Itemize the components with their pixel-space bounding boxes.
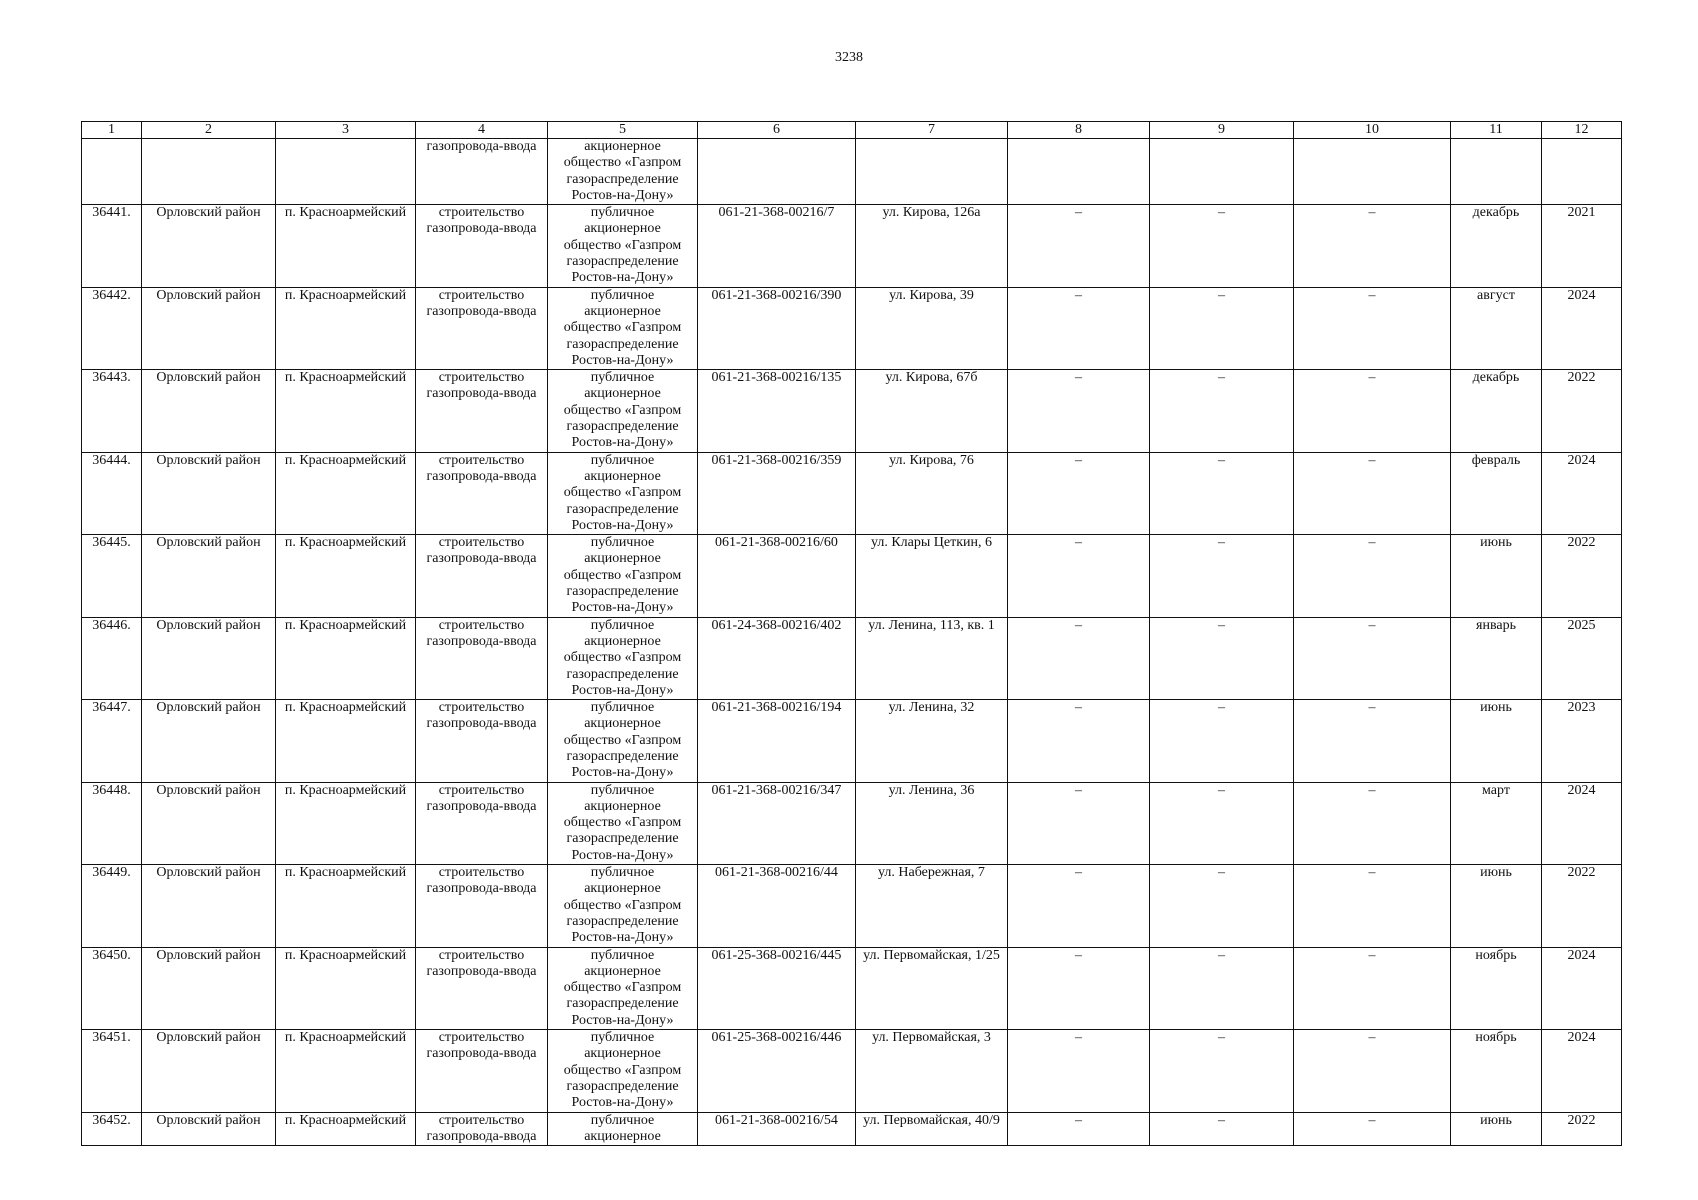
work-type-line: газопровода-ввода	[426, 551, 537, 567]
year-cell: 2024	[1542, 782, 1622, 864]
empty-cell	[142, 139, 276, 205]
organization-cell	[548, 287, 698, 369]
permit-code-cell: 061-21-368-00216/7	[698, 205, 856, 287]
organization-line: общество «Газпром	[563, 815, 682, 831]
work-type-cell	[416, 1112, 548, 1146]
column-header: 5	[548, 122, 698, 139]
organization-line: общество «Газпром	[563, 155, 682, 171]
organization-line: публичное	[590, 370, 655, 386]
month-cell: февраль	[1451, 452, 1542, 534]
settlement-cell: п. Красноармейский	[276, 1030, 416, 1112]
organization-line: акционерное	[584, 386, 661, 402]
column-9-cell: –	[1150, 205, 1294, 287]
organization-line: общество «Газпром	[563, 485, 682, 501]
work-type-line: газопровода-ввода	[426, 633, 537, 649]
address-cell: ул. Клары Цеткин, 6	[856, 535, 1008, 617]
organization-line: газораспределение	[566, 584, 679, 600]
address-cell: ул. Ленина, 32	[856, 700, 1008, 782]
month-cell: июнь	[1451, 865, 1542, 947]
column-9-cell: –	[1150, 370, 1294, 452]
organization-line: публичное	[590, 617, 655, 633]
table-row	[82, 782, 1622, 864]
work-type-cell	[416, 287, 548, 369]
organization-line: Ростов-на-Дону»	[571, 765, 674, 781]
work-type-cell	[416, 205, 548, 287]
column-10-cell: –	[1294, 947, 1451, 1029]
organization-line: публичное	[590, 1030, 655, 1046]
month-cell: июнь	[1451, 700, 1542, 782]
organization-line: общество «Газпром	[563, 402, 682, 418]
organization-line: публичное	[590, 1112, 655, 1128]
column-8-cell: –	[1008, 370, 1150, 452]
district-cell: Орловский район	[142, 1112, 276, 1146]
address-cell: ул. Кирова, 39	[856, 287, 1008, 369]
month-cell: ноябрь	[1451, 1030, 1542, 1112]
organization-line: акционерное	[584, 1046, 661, 1062]
organization-line: газораспределение	[566, 501, 679, 517]
organization-line: Ростов-на-Дону»	[571, 517, 674, 533]
column-10-cell: –	[1294, 535, 1451, 617]
row-number-cell: 36442.	[82, 287, 142, 369]
organization-cell	[548, 700, 698, 782]
organization-line: Ростов-на-Дону»	[571, 600, 674, 616]
work-type-line: строительство	[438, 535, 525, 551]
column-10-cell: –	[1294, 205, 1451, 287]
work-type-cell	[416, 370, 548, 452]
organization-line: общество «Газпром	[563, 567, 682, 583]
column-header: 12	[1542, 122, 1622, 139]
column-10-cell: –	[1294, 782, 1451, 864]
organization-line: Ростов-на-Дону»	[571, 930, 674, 946]
organization-line: Ростов-на-Дону»	[571, 270, 674, 286]
organization-line: Ростов-на-Дону»	[571, 1012, 674, 1028]
organization-line: акционерное	[584, 1128, 661, 1144]
column-8-cell: –	[1008, 535, 1150, 617]
settlement-cell: п. Красноармейский	[276, 370, 416, 452]
permit-code-cell: 061-21-368-00216/44	[698, 865, 856, 947]
empty-cell	[856, 139, 1008, 205]
organization-line: общество «Газпром	[563, 320, 682, 336]
settlement-cell: п. Красноармейский	[276, 700, 416, 782]
organization-line: общество «Газпром	[563, 1062, 682, 1078]
organization-cell	[548, 205, 698, 287]
work-type-cell	[416, 535, 548, 617]
settlement-cell: п. Красноармейский	[276, 782, 416, 864]
row-number-cell: 36441.	[82, 205, 142, 287]
column-8-cell: –	[1008, 865, 1150, 947]
month-cell: декабрь	[1451, 370, 1542, 452]
district-cell: Орловский район	[142, 452, 276, 534]
year-cell: 2024	[1542, 947, 1622, 1029]
column-8-cell: –	[1008, 947, 1150, 1029]
work-type-line: строительство	[438, 1112, 525, 1128]
column-header: 2	[142, 122, 276, 139]
permit-code-cell: 061-21-368-00216/60	[698, 535, 856, 617]
empty-cell	[276, 139, 416, 205]
year-cell: 2022	[1542, 535, 1622, 617]
table-row	[82, 535, 1622, 617]
column-header: 6	[698, 122, 856, 139]
column-8-cell: –	[1008, 617, 1150, 699]
year-cell: 2022	[1542, 370, 1622, 452]
organization-line: акционерное	[584, 139, 661, 154]
column-header: 3	[276, 122, 416, 139]
address-cell: ул. Первомайская, 40/9	[856, 1112, 1008, 1146]
column-9-cell: –	[1150, 947, 1294, 1029]
column-8-cell: –	[1008, 700, 1150, 782]
organization-line: акционерное	[584, 468, 661, 484]
month-cell: июнь	[1451, 1112, 1542, 1146]
settlement-cell: п. Красноармейский	[276, 452, 416, 534]
organization-cell	[548, 1030, 698, 1112]
organization-line: публичное	[590, 452, 655, 468]
settlement-cell: п. Красноармейский	[276, 287, 416, 369]
work-type-cell: газопровода-ввода	[416, 139, 548, 205]
column-8-cell: –	[1008, 1030, 1150, 1112]
address-cell: ул. Ленина, 113, кв. 1	[856, 617, 1008, 699]
work-type-line: газопровода-ввода	[426, 716, 537, 732]
work-type-line: газопровода-ввода	[426, 963, 537, 979]
work-type-cell	[416, 865, 548, 947]
work-type-line: газопровода-ввода	[426, 1046, 537, 1062]
table-row	[82, 947, 1622, 1029]
month-cell: ноябрь	[1451, 947, 1542, 1029]
month-cell: декабрь	[1451, 205, 1542, 287]
month-cell: март	[1451, 782, 1542, 864]
column-9-cell: –	[1150, 865, 1294, 947]
empty-cell	[82, 139, 142, 205]
organization-line: публичное	[590, 947, 655, 963]
district-cell: Орловский район	[142, 865, 276, 947]
permit-code-cell: 061-25-368-00216/446	[698, 1030, 856, 1112]
organization-line: Ростов-на-Дону»	[571, 435, 674, 451]
organization-line: общество «Газпром	[563, 897, 682, 913]
column-9-cell: –	[1150, 782, 1294, 864]
page-number: 3238	[835, 50, 863, 65]
district-cell: Орловский район	[142, 535, 276, 617]
column-9-cell: –	[1150, 700, 1294, 782]
organization-cell	[548, 452, 698, 534]
settlement-cell: п. Красноармейский	[276, 947, 416, 1029]
organization-line: Ростов-на-Дону»	[571, 187, 674, 203]
address-cell: ул. Кирова, 76	[856, 452, 1008, 534]
address-cell: ул. Первомайская, 3	[856, 1030, 1008, 1112]
column-10-cell: –	[1294, 617, 1451, 699]
organization-line: акционерное	[584, 963, 661, 979]
organization-line: Ростов-на-Дону»	[571, 847, 674, 863]
work-type-cell	[416, 782, 548, 864]
column-header: 8	[1008, 122, 1150, 139]
organization-line: публичное	[590, 865, 655, 881]
settlement-cell: п. Красноармейский	[276, 1112, 416, 1146]
organization-cell	[548, 1112, 698, 1146]
column-9-cell: –	[1150, 617, 1294, 699]
table-row	[82, 205, 1622, 287]
organization-line: акционерное	[584, 716, 661, 732]
work-type-cell	[416, 700, 548, 782]
permit-code-cell: 061-21-368-00216/390	[698, 287, 856, 369]
year-cell: 2022	[1542, 1112, 1622, 1146]
district-cell: Орловский район	[142, 617, 276, 699]
table-row	[82, 1030, 1622, 1112]
address-cell: ул. Ленина, 36	[856, 782, 1008, 864]
organization-line: акционерное	[584, 881, 661, 897]
row-number-cell: 36445.	[82, 535, 142, 617]
district-cell: Орловский район	[142, 205, 276, 287]
organization-line: газораспределение	[566, 666, 679, 682]
work-type-line: газопровода-ввода	[426, 221, 537, 237]
column-10-cell: –	[1294, 370, 1451, 452]
work-type-line: строительство	[438, 947, 525, 963]
column-10-cell: –	[1294, 865, 1451, 947]
permit-code-cell: 061-21-368-00216/194	[698, 700, 856, 782]
registry-table	[81, 121, 1622, 1146]
empty-cell	[1008, 139, 1150, 205]
column-10-cell: –	[1294, 700, 1451, 782]
district-cell: Орловский район	[142, 947, 276, 1029]
empty-cell	[1294, 139, 1451, 205]
table-row	[82, 700, 1622, 782]
year-cell: 2022	[1542, 865, 1622, 947]
row-number-cell: 36452.	[82, 1112, 142, 1146]
work-type-line: газопровода-ввода	[426, 798, 537, 814]
column-header: 9	[1150, 122, 1294, 139]
table-row	[82, 370, 1622, 452]
organization-line: газораспределение	[566, 336, 679, 352]
table-body	[82, 122, 1622, 1146]
organization-line: газораспределение	[566, 996, 679, 1012]
row-number-cell: 36451.	[82, 1030, 142, 1112]
organization-line: акционерное	[584, 551, 661, 567]
table-row	[82, 865, 1622, 947]
district-cell: Орловский район	[142, 700, 276, 782]
address-cell: ул. Набережная, 7	[856, 865, 1008, 947]
column-9-cell: –	[1150, 452, 1294, 534]
organization-cell	[548, 865, 698, 947]
row-number-cell: 36450.	[82, 947, 142, 1029]
year-cell: 2024	[1542, 452, 1622, 534]
work-type-line: строительство	[438, 205, 525, 221]
organization-line: Ростов-на-Дону»	[571, 1095, 674, 1111]
organization-line: газораспределение	[566, 419, 679, 435]
column-9-cell: –	[1150, 1112, 1294, 1146]
permit-code-cell: 061-21-368-00216/135	[698, 370, 856, 452]
permit-code-cell: 061-21-368-00216/347	[698, 782, 856, 864]
work-type-line: строительство	[438, 700, 525, 716]
work-type-line: строительство	[438, 617, 525, 633]
work-type-line: строительство	[438, 287, 525, 303]
organization-cell	[548, 947, 698, 1029]
work-type-cell	[416, 452, 548, 534]
organization-line: публичное	[590, 700, 655, 716]
column-8-cell: –	[1008, 452, 1150, 534]
organization-cell	[548, 370, 698, 452]
organization-line: акционерное	[584, 798, 661, 814]
organization-line: публичное	[590, 535, 655, 551]
work-type-line: строительство	[438, 865, 525, 881]
month-cell: июнь	[1451, 535, 1542, 617]
table-row	[82, 617, 1622, 699]
work-type-line: строительство	[438, 782, 525, 798]
organization-line: газораспределение	[566, 748, 679, 764]
column-8-cell: –	[1008, 287, 1150, 369]
work-type-line: газопровода-ввода	[426, 1128, 537, 1144]
column-header: 10	[1294, 122, 1451, 139]
table-row	[82, 452, 1622, 534]
work-type-cell	[416, 1030, 548, 1112]
column-header: 11	[1451, 122, 1542, 139]
district-cell: Орловский район	[142, 287, 276, 369]
column-9-cell: –	[1150, 535, 1294, 617]
permit-code-cell: 061-21-368-00216/359	[698, 452, 856, 534]
empty-cell	[1542, 139, 1622, 205]
organization-line: публичное	[590, 287, 655, 303]
year-cell: 2024	[1542, 1030, 1622, 1112]
work-type-line: строительство	[438, 1030, 525, 1046]
organization-line: акционерное	[584, 633, 661, 649]
column-9-cell: –	[1150, 287, 1294, 369]
column-10-cell: –	[1294, 287, 1451, 369]
settlement-cell: п. Красноармейский	[276, 617, 416, 699]
row-number-cell: 36449.	[82, 865, 142, 947]
organization-cell	[548, 782, 698, 864]
settlement-cell: п. Красноармейский	[276, 535, 416, 617]
column-header: 4	[416, 122, 548, 139]
organization-line: газораспределение	[566, 831, 679, 847]
year-cell: 2025	[1542, 617, 1622, 699]
table-row	[82, 1112, 1622, 1146]
work-type-cell	[416, 947, 548, 1029]
organization-cell	[548, 617, 698, 699]
year-cell: 2024	[1542, 287, 1622, 369]
row-number-cell: 36444.	[82, 452, 142, 534]
settlement-cell: п. Красноармейский	[276, 205, 416, 287]
column-10-cell: –	[1294, 1112, 1451, 1146]
organization-cell	[548, 139, 698, 205]
organization-line: Ростов-на-Дону»	[571, 682, 674, 698]
district-cell: Орловский район	[142, 782, 276, 864]
empty-cell	[698, 139, 856, 205]
continuation-row	[82, 139, 1622, 205]
organization-line: газораспределение	[566, 254, 679, 270]
column-10-cell: –	[1294, 452, 1451, 534]
permit-code-cell: 061-21-368-00216/54	[698, 1112, 856, 1146]
month-cell: август	[1451, 287, 1542, 369]
organization-line: акционерное	[584, 303, 661, 319]
row-number-cell: 36447.	[82, 700, 142, 782]
column-header: 7	[856, 122, 1008, 139]
district-cell: Орловский район	[142, 370, 276, 452]
table-row	[82, 287, 1622, 369]
district-cell: Орловский район	[142, 1030, 276, 1112]
row-number-cell: 36446.	[82, 617, 142, 699]
column-10-cell: –	[1294, 1030, 1451, 1112]
organization-line: газораспределение	[566, 1078, 679, 1094]
work-type-line: газопровода-ввода	[426, 303, 537, 319]
organization-line: Ростов-на-Дону»	[571, 352, 674, 368]
work-type-line: газопровода-ввода	[426, 468, 537, 484]
row-number-cell: 36448.	[82, 782, 142, 864]
address-cell: ул. Кирова, 126а	[856, 205, 1008, 287]
permit-code-cell: 061-25-368-00216/445	[698, 947, 856, 1029]
organization-cell	[548, 535, 698, 617]
work-type-line: газопровода-ввода	[426, 881, 537, 897]
address-cell: ул. Первомайская, 1/25	[856, 947, 1008, 1029]
column-8-cell: –	[1008, 205, 1150, 287]
work-type-line: газопровода-ввода	[426, 386, 537, 402]
settlement-cell: п. Красноармейский	[276, 865, 416, 947]
organization-line: публичное	[590, 205, 655, 221]
organization-line: общество «Газпром	[563, 980, 682, 996]
organization-line: акционерное	[584, 221, 661, 237]
year-cell: 2023	[1542, 700, 1622, 782]
address-cell: ул. Кирова, 67б	[856, 370, 1008, 452]
column-8-cell: –	[1008, 782, 1150, 864]
work-type-cell	[416, 617, 548, 699]
year-cell: 2021	[1542, 205, 1622, 287]
organization-line: общество «Газпром	[563, 650, 682, 666]
organization-line: газораспределение	[566, 171, 679, 187]
month-cell: январь	[1451, 617, 1542, 699]
row-number-cell: 36443.	[82, 370, 142, 452]
column-number-header-row	[82, 122, 1622, 139]
work-type-line: строительство	[438, 452, 525, 468]
organization-line: публичное	[590, 782, 655, 798]
empty-cell	[1451, 139, 1542, 205]
organization-line: общество «Газпром	[563, 237, 682, 253]
organization-line: газораспределение	[566, 913, 679, 929]
organization-line: общество «Газпром	[563, 732, 682, 748]
empty-cell	[1150, 139, 1294, 205]
work-type-line: строительство	[438, 370, 525, 386]
column-9-cell: –	[1150, 1030, 1294, 1112]
column-header: 1	[82, 122, 142, 139]
column-8-cell: –	[1008, 1112, 1150, 1146]
permit-code-cell: 061-24-368-00216/402	[698, 617, 856, 699]
